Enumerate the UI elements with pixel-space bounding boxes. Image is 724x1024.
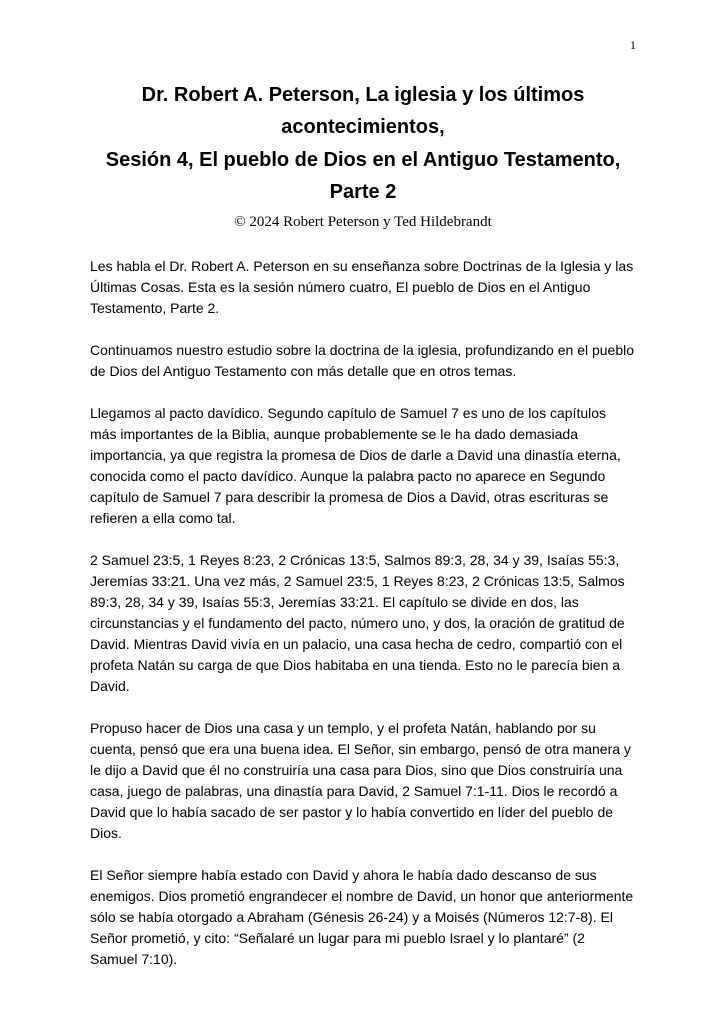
title-line-3: Parte 2 <box>329 181 397 204</box>
page-number: 1 <box>630 38 636 52</box>
title-line-1: Dr. Robert A. Peterson, La iglesia y los últimos acontecimientos, <box>141 84 585 139</box>
document-title <box>90 79 636 209</box>
paragraph-nathan-proposal: Propuso hacer de Dios una casa y un templo, y el profeta Natán, hablando por su cuenta, pensó que era una buena idea. El Señor, sin embargo, pensó de otra manera y le dijo a David que él no construiría una casa para Dios, sino que Dios construiría una casa, juego de palabras, una dinastía para David, 2 Samuel 7:1-11. Dios le recordó a David que lo había sacado de ser pastor y lo había convertido en líder del pueblo de Dios. <box>90 720 631 842</box>
paragraph-lord-promise: El Señor siempre había estado con David y ahora le había dado descanso de sus enemigos. Dios prometió engrandecer el nombre de David, un honor que anteriormente sólo se había otorgado a Abraham (Génesis 26-24) y a Moisés (Números 12:7-8). El Señor prometió, y cito: “Señalaré un lugar para mi pueblo Israel y lo plantaré” (2 Samuel 7:10). <box>90 867 634 968</box>
paragraph-davidic-covenant: Llegamos al pacto davídico. Segundo capítulo de Samuel 7 es uno de los capítulos más importantes de la Biblia, aunque probablemente se le ha dado demasiada importancia, ya que registra la promesa de Dios de darle a David una dinastía eterna, conocida como el pacto davídico. Aunque la palabra pacto no aparece en Segundo capítulo de Samuel 7 para describir la promesa de Dios a David, otras escrituras se refieren a ella como tal. <box>90 405 621 527</box>
paragraph-study-continuation: Continuamos nuestro estudio sobre la doctrina de la iglesia, profundizando en el pueblo de Dios del Antiguo Testamento con más detalle que en otros temas. <box>90 342 635 380</box>
paragraph-scripture-references: 2 Samuel 23:5, 1 Reyes 8:23, 2 Crónicas 13:5, Salmos 89:3, 28, 34 y 39, Isaías 55:3, Jeremías 33:21. Una vez más, 2 Samuel 23:5, 1 Reyes 8:23, 2 Crónicas 13:5, Salmos 89:3, 28, 34 y 39, Isaías 55:3, Jeremías 33:21. El capítulo se divide en dos, las circunstancias y el fundamento del pacto, número uno, y dos, la oración de gratitud de David. Mientras David vivía en un palacio, una casa hecha de cedro, compartió con el profeta Natán su carga de que Dios habitaba en una tienda. Esto no le parecía bien a David. <box>90 552 625 695</box>
copyright-line: © 2024 Robert Peterson y Ted Hildebrandt <box>234 213 492 230</box>
title-line-2: Sesión 4, El pueblo de Dios en el Antiguo Testamento, <box>105 148 621 171</box>
paragraph-intro: Les habla el Dr. Robert A. Peterson en su enseñanza sobre Doctrinas de la Iglesia y las Últimas Cosas. Esta es la sesión número cuatro, El pueblo de Dios en el Antiguo Testamento, Parte 2. <box>90 258 634 317</box>
